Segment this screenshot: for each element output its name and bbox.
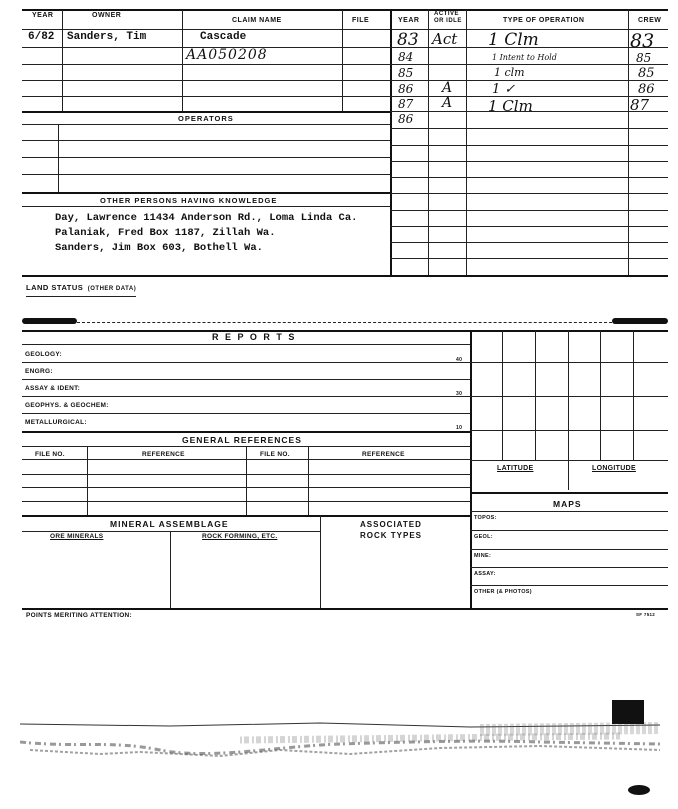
longitude-label: LONGITUDE xyxy=(592,465,636,472)
mineral-title: MINERAL ASSEMBLAGE xyxy=(110,519,229,529)
map-topos: TOPOS: xyxy=(474,515,497,521)
latitude-label: LATITUDE xyxy=(497,465,534,472)
scan-corner-mark xyxy=(627,784,651,798)
header-year-2: YEAR xyxy=(398,17,420,24)
ore-minerals-label: ORE MINERALS xyxy=(50,533,104,540)
map-assay: ASSAY: xyxy=(474,571,496,577)
land-status xyxy=(26,277,136,297)
ref-header: REFERENCE xyxy=(142,451,185,458)
map-geol: GEOL: xyxy=(474,534,493,540)
ref-header: FILE NO. xyxy=(35,451,65,458)
header-or-idle: OR IDLE xyxy=(434,18,462,24)
claim-owner: Sanders, Tim xyxy=(67,31,147,43)
land-status-label: LAND STATUS xyxy=(26,283,84,292)
report-assay: ASSAY & IDENT: xyxy=(25,385,81,392)
ref-header: REFERENCE xyxy=(362,451,405,458)
reports-title: R E P O R T S xyxy=(212,332,297,342)
scan-dark-block xyxy=(612,700,644,724)
general-references-title: GENERAL REFERENCES xyxy=(182,435,302,445)
associated-line-2: ROCK TYPES xyxy=(360,531,423,540)
operators-title: OPERATORS xyxy=(178,114,234,123)
claim-year: 6/82 xyxy=(28,31,55,43)
form-number: SF 7512 xyxy=(636,612,656,617)
claim-number: AA050208 xyxy=(186,47,268,63)
land-status-sub: (OTHER DATA) xyxy=(87,286,137,292)
header-type-of-operation: TYPE OF OPERATION xyxy=(503,17,585,24)
map-other: OTHER (& PHOTOS) xyxy=(474,589,532,595)
map-mine: MINE: xyxy=(474,553,492,559)
person-line: Palaniak, Fred Box 1187, Zillah Wa. xyxy=(55,227,276,239)
report-geophys: GEOPHYS. & GEOCHEM: xyxy=(25,402,109,409)
report-mark: 40 xyxy=(456,357,463,363)
person-line: Sanders, Jim Box 603, Bothell Wa. xyxy=(55,242,263,254)
header-active: ACTIVE xyxy=(434,11,460,17)
points-label: POINTS MERITING ATTENTION: xyxy=(26,612,133,619)
header-file: FILE xyxy=(352,17,370,24)
header-owner: OWNER xyxy=(92,12,122,19)
rock-forming-label: ROCK FORMING, ETC. xyxy=(202,533,278,540)
report-metallurgical: METALLURGICAL: xyxy=(25,419,87,426)
scan-noise-band xyxy=(20,720,670,790)
report-mark: 10 xyxy=(456,425,463,431)
ref-header: FILE NO. xyxy=(260,451,290,458)
report-engrg: ENGRG: xyxy=(25,368,53,375)
report-geology: GEOLOGY: xyxy=(25,351,62,358)
associated-line-1: ASSOCIATED xyxy=(360,520,422,529)
maps-title: MAPS xyxy=(553,499,582,509)
header-crew: CREW xyxy=(638,17,662,24)
header-year: YEAR xyxy=(32,12,54,19)
claim-name: Cascade xyxy=(200,31,247,43)
other-persons-title: OTHER PERSONS HAVING KNOWLEDGE xyxy=(100,196,278,205)
person-line: Day, Lawrence 11434 Anderson Rd., Loma Linda Ca. xyxy=(55,212,358,224)
header-claim-name: CLAIM NAME xyxy=(232,17,282,24)
report-mark: 30 xyxy=(456,391,463,397)
